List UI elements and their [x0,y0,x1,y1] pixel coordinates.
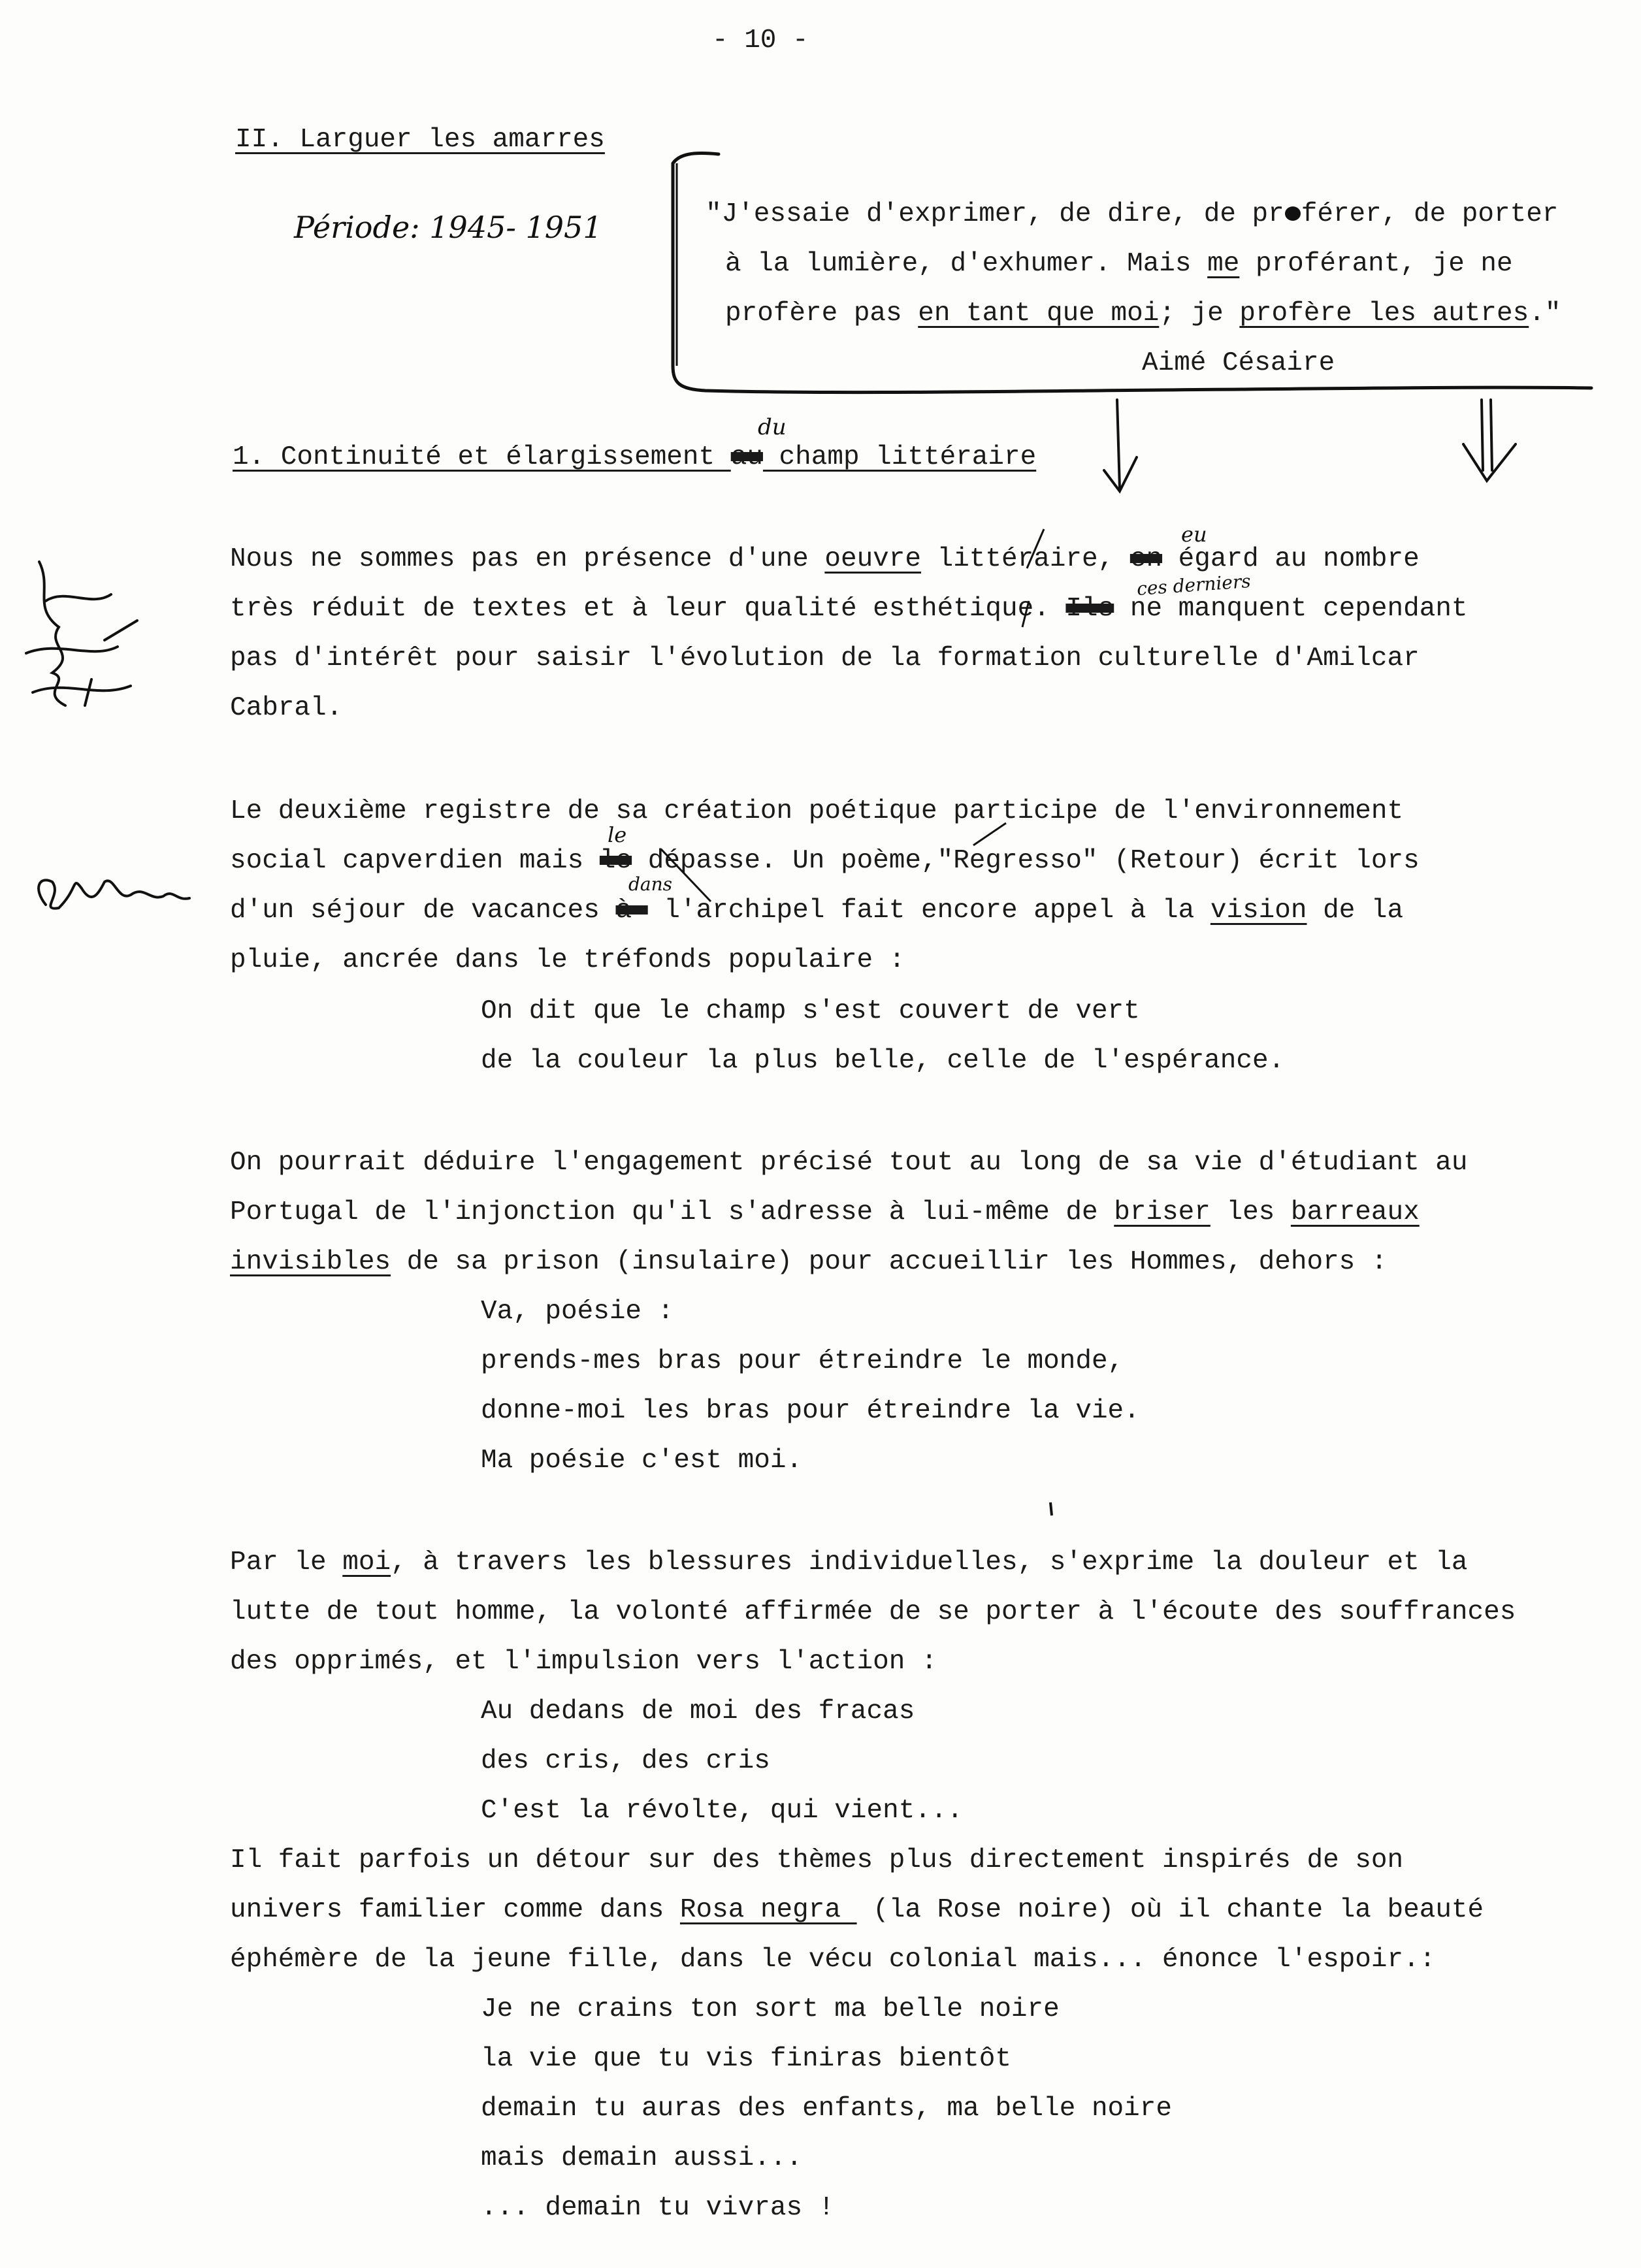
subheading-after: champ littéraire [762,442,1037,472]
handwritten-period-note: Période: 1945- 1951 [294,210,602,245]
para3-line-3: invisibles de sa prison (insulaire) pour accueillir les Hommes, dehors : [230,1247,1388,1277]
quote-line-2: à la lumière, d'exhumer. Mais me proférant, je ne [725,249,1513,279]
poem2-line-2: prends-mes bras pour étreindre le monde, [481,1346,1124,1376]
poem3-line-3: C'est la révolte, qui vient... [481,1796,964,1826]
margin-scribble-1 [26,562,137,705]
section-heading-text: II. Larguer les amarres [235,125,605,155]
para4-line-1: Par le moi, à travers les blessures individuelles, s'exprime la douleur et la [230,1547,1468,1578]
para3-line-1: On pourrait déduire l'engagement précisé tout au long de sa vie d'étudiant au [230,1148,1468,1178]
para5-line-2: univers familier comme dans Rosa negra (la Rose noire) où il chante la beauté [230,1895,1484,1925]
para1-line-1: Nous ne sommes pas en présence d'une oeuvre littéraire, en égard au nombre [230,544,1420,574]
para5-line-1: Il fait parfois un détour sur des thèmes plus directement inspirés de son [230,1845,1404,1875]
poem1-line-1: On dit que le champ s'est couvert de vert [481,996,1140,1026]
page-number: - 10 - [712,25,809,56]
para2-annotation-2: dans [628,873,673,895]
quote-line-3: profère pas en tant que moi; je profère les autres." [725,299,1561,329]
para1-annotation-1: eu [1181,522,1207,547]
subheading-insert: du [758,414,787,440]
para4-line-3: des opprimés, et l'impulsion vers l'action : [230,1647,937,1677]
poem3-line-1: Au dedans de moi des fracas [481,1696,915,1726]
para2-line-3: d'un séjour de vacances à l'archipel fait encore appel à la vision de la [230,896,1404,926]
para2-line-1: Le deuxième registre de sa création poétique participe de l'environnement [230,796,1404,826]
para1-line-2: très réduit de textes et à leur qualité esthétique. Ils ne manquent cependant [230,594,1468,624]
para2-annotation-1: le [608,822,627,847]
poem2-line-4: Ma poésie c'est moi. [481,1446,803,1476]
para2-line-4: pluie, ancrée dans le tréfonds populaire : [230,945,905,975]
para1-line-4: Cabral. [230,693,343,723]
para2-line-2: social capverdien mais le dépasse. Un poème,"Regresso" (Retour) écrit lors [230,846,1420,876]
poem2-line-3: donne-moi les bras pour étreindre la vie. [481,1396,1140,1426]
poem4-line-5: ... demain tu vivras ! [481,2193,835,2223]
para4-line-2: lutte de tout homme, la volonté affirmée de se porter à l'écoute des souffrances [230,1597,1516,1627]
subheading [233,432,1036,482]
quote-author: Aimé Césaire [1142,348,1335,378]
poem4-line-1: Je ne crains ton sort ma belle noire [481,1994,1060,2024]
poem4-line-3: demain tu auras des enfants, ma belle noire [481,2094,1172,2124]
section-heading [235,115,605,165]
para1-line-3: pas d'intérêt pour saisir l'évolution de la formation culturelle d'Amilcar [230,643,1420,673]
poem4-line-4: mais demain aussi... [481,2143,803,2173]
para5-line-3: éphémère de la jeune fille, dans le vécu colonial mais... énonce l'espoir.: [230,1945,1436,1975]
quote-line-1: "J'essaie d'exprimer, de dire, de pr férer, de porter [706,199,1559,229]
para3-line-2: Portugal de l'injonction qu'il s'adresse à lui-même de briser les barreaux [230,1197,1420,1227]
subheading-before: 1. Continuité et élargissement [233,442,731,472]
arrow-down-1 [1104,400,1137,491]
para1-annotation-2: ces derniers [1136,570,1252,600]
poem1-line-2: de la couleur la plus belle, celle de l'espérance. [481,1046,1285,1076]
poem4-line-2: la vie que tu vis finiras bientôt [481,2044,1011,2074]
poem3-line-2: des cris, des cris [481,1746,770,1776]
arrow-down-2 [1463,400,1516,481]
margin-scribble-2 [39,880,189,908]
poem2-line-1: Va, poésie : [481,1297,674,1327]
subheading-struck: au [730,442,763,472]
